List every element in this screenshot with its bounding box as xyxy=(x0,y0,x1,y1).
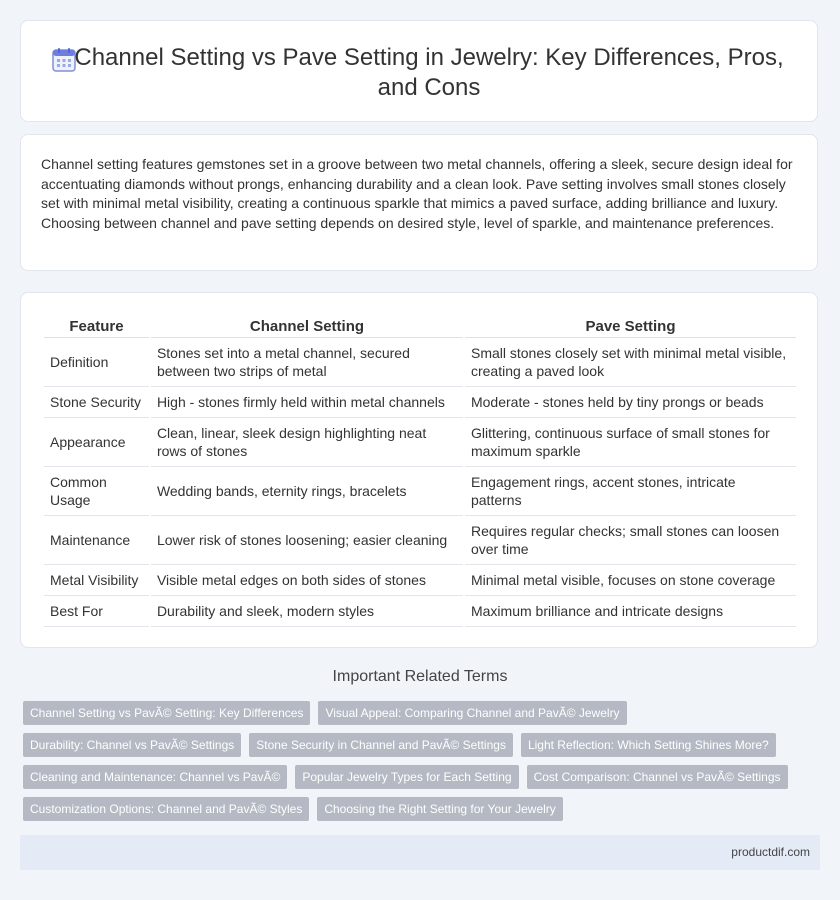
table-cell: Stone Security xyxy=(44,387,149,418)
related-term-link[interactable]: Choosing the Right Setting for Your Jewelry xyxy=(317,797,562,821)
table-cell: Minimal metal visible, focuses on stone coverage xyxy=(465,565,796,596)
intro-card xyxy=(20,134,818,271)
table-row xyxy=(44,565,796,596)
table-cell: Requires regular checks; small stones can loosen over time xyxy=(465,516,796,565)
column-header: Pave Setting xyxy=(465,315,796,338)
table-row xyxy=(44,516,796,565)
footer-site-name: productdif.com xyxy=(731,845,810,859)
table-cell: Maintenance xyxy=(44,516,149,565)
column-header: Feature xyxy=(44,315,149,338)
table-cell: Stones set into a metal channel, secured between two strips of metal xyxy=(151,338,463,387)
table-row xyxy=(44,338,796,387)
intro-paragraph: Channel setting features gemstones set in a groove between two metal channels, offering a sleek, secure design ideal for accentuating diamonds without prongs, enhancing durability and a clean look. Pave setting involves small stones closely set with minimal metal visibility, creating a continuous sparkle that mimics a paved surface, adding brilliance and luxury. Choosing between channel and pave setting depends on desired style, level of sparkle, and maintenance preferences. xyxy=(41,156,793,231)
table-cell: Appearance xyxy=(44,418,149,467)
table-cell: Glittering, continuous surface of small stones for maximum sparkle xyxy=(465,418,796,467)
table-cell: Clean, linear, sleek design highlighting neat rows of stones xyxy=(151,418,463,467)
related-term-link[interactable]: Popular Jewelry Types for Each Setting xyxy=(295,765,518,789)
table-cell: Moderate - stones held by tiny prongs or beads xyxy=(465,387,796,418)
table-cell: Maximum brilliance and intricate designs xyxy=(465,596,796,627)
table-cell: High - stones firmly held within metal channels xyxy=(151,387,463,418)
comparison-table-card xyxy=(20,292,818,648)
table-cell: Common Usage xyxy=(44,467,149,516)
comparison-table xyxy=(42,315,798,627)
related-term-link[interactable]: Light Reflection: Which Setting Shines More? xyxy=(521,733,776,757)
related-terms-list xyxy=(23,701,803,821)
page-title: Channel Setting vs Pave Setting in Jewelry: Key Differences, Pros, and Cons xyxy=(74,44,784,101)
footer xyxy=(20,835,820,870)
related-term-link[interactable]: Channel Setting vs PavÃ© Setting: Key Differences xyxy=(23,701,310,725)
table-cell: Small stones closely set with minimal metal visible, creating a paved look xyxy=(465,338,796,387)
related-term-link[interactable]: Stone Security in Channel and PavÃ© Settings xyxy=(249,733,513,757)
table-row xyxy=(44,467,796,516)
related-term-link[interactable]: Customization Options: Channel and PavÃ© Styles xyxy=(23,797,309,821)
related-term-link[interactable]: Visual Appeal: Comparing Channel and PavÃ© Jewelry xyxy=(318,701,626,725)
table-header-row xyxy=(44,315,796,338)
table-cell: Metal Visibility xyxy=(44,565,149,596)
table-cell: Durability and sleek, modern styles xyxy=(151,596,463,627)
table-cell: Best For xyxy=(44,596,149,627)
related-term-link[interactable]: Cost Comparison: Channel vs PavÃ© Settings xyxy=(527,765,788,789)
table-cell: Wedding bands, eternity rings, bracelets xyxy=(151,467,463,516)
related-term-link[interactable]: Durability: Channel vs PavÃ© Settings xyxy=(23,733,241,757)
table-cell: Lower risk of stones loosening; easier cleaning xyxy=(151,516,463,565)
table-cell: Visible metal edges on both sides of stones xyxy=(151,565,463,596)
table-row xyxy=(44,596,796,627)
table-cell: Engagement rings, accent stones, intricate patterns xyxy=(465,467,796,516)
table-row xyxy=(44,418,796,467)
title-card xyxy=(20,20,818,122)
related-term-link[interactable]: Cleaning and Maintenance: Channel vs PavÃ© xyxy=(23,765,287,789)
related-terms-heading: Important Related Terms xyxy=(332,668,508,685)
column-header: Channel Setting xyxy=(151,315,463,338)
table-row xyxy=(44,387,796,418)
table-cell: Definition xyxy=(44,338,149,387)
